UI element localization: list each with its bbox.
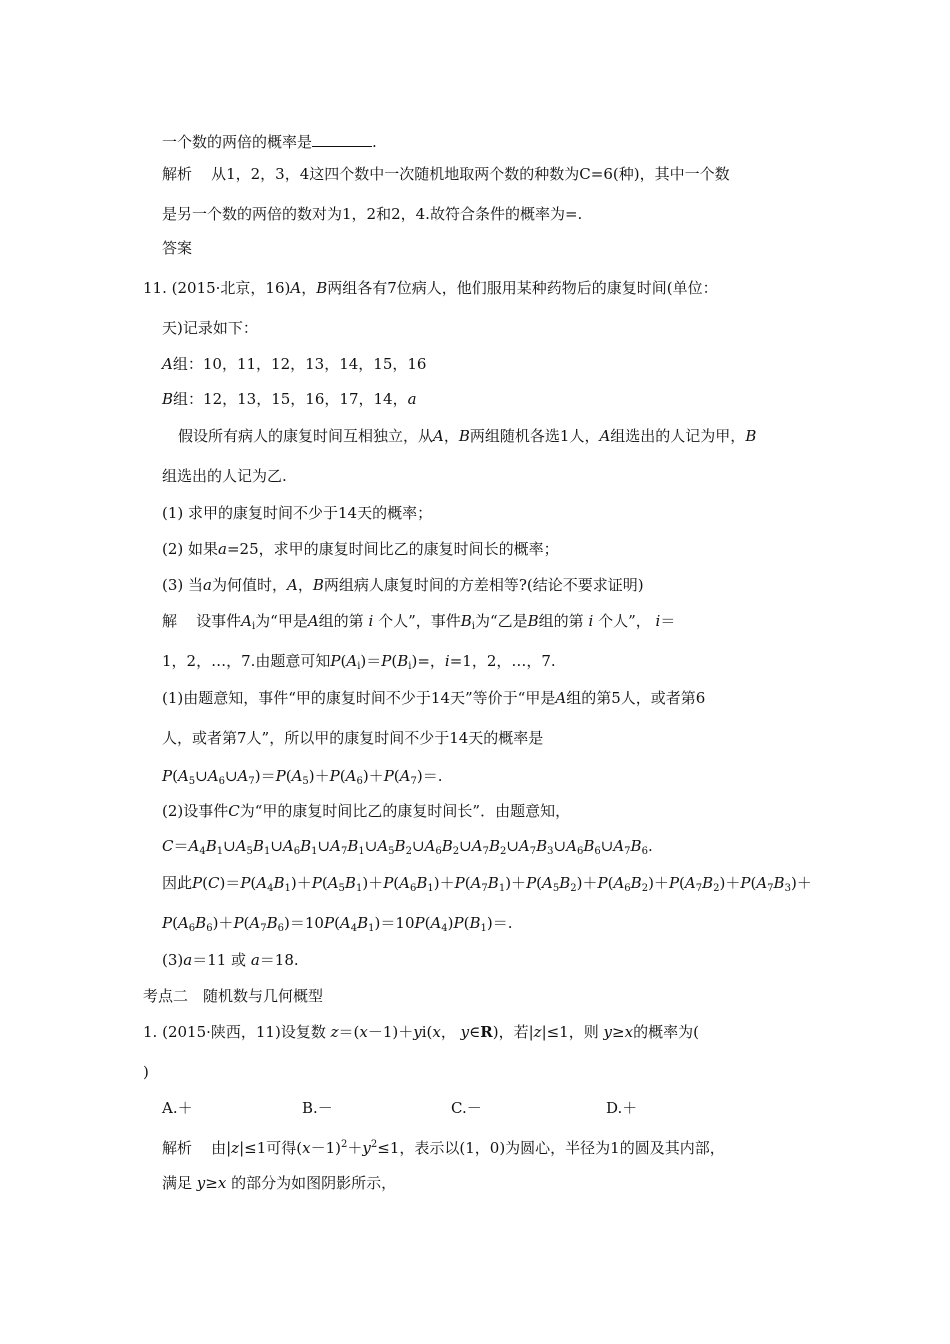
part-3: (3)a＝11 或 a＝18.	[162, 951, 299, 969]
prev-problem-end: .	[372, 133, 377, 151]
problem-stem: 设复数	[280, 1023, 326, 1041]
solution-text: 为“甲的康复时间比乙的康复时间长”．由题意知，	[239, 802, 571, 820]
assumption-text: 组选出的人记为乙.	[162, 467, 287, 485]
problem-1-analysis-1: 解析 由|z|≤1可得$(x-1)^2+y^2\le 1$，表示以(1，0)为圆心，半径为1的圆及其内部，	[162, 1139, 725, 1157]
analysis-text: 是另一个数的两倍的数对为1，2和2，4.故符合条件的概率为=.	[162, 205, 583, 223]
option-b: B.－	[302, 1099, 333, 1117]
solution-text: (1)由题意知，事件“甲的康复时间不少于14天”等价于“甲是	[162, 689, 556, 707]
solution-text: 组的第	[538, 612, 584, 630]
assumption-text: 组选出的人记为甲，	[610, 427, 746, 445]
problem-stem: 的概率为(	[633, 1023, 699, 1041]
part-2-line-1: (2)设事件C为“甲的康复时间比乙的康复时间长”．由题意知，	[162, 802, 571, 820]
solution-text: 为“乙是	[474, 612, 528, 630]
problem-11-stem-2	[162, 318, 258, 338]
problem-1-stem-close	[143, 1062, 149, 1082]
question-text: (1) 求甲的康复时间不少于14天的概率；	[162, 504, 433, 522]
prev-analysis-line-2	[162, 204, 582, 224]
part-1-formula: $P(A_5\cup A_6\cup A_7)=P(A_5)+P(A_6)+P(A_7)=$.	[162, 767, 443, 787]
group-b-values: 12，13，15，16，17，14，	[203, 390, 408, 408]
problem-1-stem: 1. (2015·陕西，11)设复数 z＝(x－1)＋yi(x， y∈R)，若|z|≤1，则 y≥x的概率为(	[143, 1023, 699, 1041]
part-2-prob-line-1: 因此$P(C)=P(A_4B_1)+P(A_5B_1)+P(A_6B_1)+P(A_7B_1)+P(A_5B_2)+P(A_6B_2)+P(A_7B_2)+P(A_7B_3)+$	[162, 874, 812, 894]
solution-text: 因此	[162, 874, 193, 892]
problem-1-analysis-2: 满足 y≥x 的部分为如图阴影所示，	[162, 1174, 397, 1192]
question-text: 为何值时，	[211, 576, 287, 594]
solution-text: 组的第	[318, 612, 364, 630]
analysis-text: 从1，2，3，4这四个数中一次随机地取两个数的种数为C=6(种)，其中一个数	[211, 165, 730, 183]
prev-problem-tail	[162, 132, 377, 152]
problem-11-stem-1: 11. (2015·北京，16)A，B两组各有7位病人，他们服用某种药物后的康复时间(单位：	[143, 279, 718, 297]
option-a: A.＋	[162, 1099, 193, 1117]
assumption-line-2	[162, 466, 287, 486]
analysis-label: 解析	[162, 165, 193, 183]
answer-label: 答案	[162, 239, 193, 257]
group-a-data: A组：10，11，12，13，14，15，16	[162, 355, 427, 373]
analysis-text: ，表示以(1，0)为圆心，半径为1的圆及其内部，	[399, 1139, 725, 1157]
answer-blank	[312, 132, 372, 147]
group-b-data: B组：12，13，15，16，17，14，a	[162, 390, 417, 408]
assumption-line-1: 假设所有病人的康复时间互相独立，从A，B两组随机各选1人，A组选出的人记为甲，B	[178, 427, 757, 445]
question-3: (3) 当a为何值时，A，B两组病人康复时间的方差相等?(结论不要求证明)	[162, 576, 644, 594]
solution-text: 1，2，…，7.由题意可知	[162, 652, 331, 670]
problem-stem: 天)记录如下：	[162, 319, 258, 337]
prev-analysis-line-1	[162, 164, 730, 184]
question-text: 两组病人康复时间的方差相等?(结论不要求证明)	[323, 576, 644, 594]
solution-text: 个人”，	[598, 612, 651, 630]
analysis-text: 可得	[266, 1139, 297, 1157]
part-1-line-1: (1)由题意知，事件“甲的康复时间不少于14天”等价于“甲是A组的第5人，或者第6	[162, 689, 706, 707]
group-a-values: 10，11，12，13，14，15，16	[202, 355, 427, 373]
problem-stem: ，则	[568, 1023, 599, 1041]
assumption-text: 两组随机各选1人，	[469, 427, 600, 445]
problem-stem: 两组各有7位病人，他们服用某种药物后的康复时间(单位：	[327, 279, 718, 297]
solution-text: 组的第5人，或者第6	[566, 689, 706, 707]
solution-text: =1，2，…，7.	[449, 652, 556, 670]
problem-source: (2015·北京，16)	[171, 279, 291, 297]
option-c: C.－	[451, 1099, 482, 1117]
section-title-text: 考点二 随机数与几何概型	[143, 987, 324, 1005]
question-2: (2) 如果a=25，求甲的康复时间比乙的康复时间长的概率；	[162, 540, 559, 558]
question-text: =25，求甲的康复时间比乙的康复时间长的概率；	[226, 540, 559, 558]
part-1-line-2	[162, 728, 543, 748]
solution-label: 解	[162, 612, 178, 630]
problem-number: 11.	[143, 279, 167, 297]
problem-stem: ，若	[498, 1023, 529, 1041]
solution-line-1: 解 设事件$A_i$为“甲是A组的第 i 个人”，事件$B_i$为“乙是B组的第 i 个人”， i＝	[162, 612, 676, 632]
analysis-text: 满足	[162, 1174, 193, 1192]
solution-text: (2)设事件	[162, 802, 229, 820]
analysis-text: 由	[211, 1139, 227, 1157]
solution-text: 设事件	[196, 612, 242, 630]
problem-number: 1.	[143, 1023, 158, 1041]
part-2-prob-line-2: $P(A_6B_6)+P(A_7B_6)=10P(A_4B_1)=10P(A_4)P(B_1)=$.	[162, 914, 513, 934]
analysis-label: 解析	[162, 1139, 193, 1157]
section-title	[143, 986, 323, 1006]
solution-text: 人，或者第7人”，所以甲的康复时间不少于14天的概率是	[162, 729, 544, 747]
question-1	[162, 503, 432, 523]
solution-text: 为“甲是	[255, 612, 308, 630]
analysis-text: 的部分为如图阴影所示，	[231, 1174, 397, 1192]
solution-text: (3)	[162, 951, 184, 969]
solution-line-2: 1，2，…，7.由题意可知$P(A_i)=P(B_i)=$，i=1，2，…，7.	[162, 652, 556, 672]
question-text: (2) 如果	[162, 540, 219, 558]
group-b-label: 组：	[173, 390, 204, 408]
solution-text: 个人”，事件	[378, 612, 461, 630]
option-d: D.＋	[606, 1099, 638, 1117]
prev-answer	[162, 238, 192, 258]
prev-problem-text: 一个数的两倍的概率是	[162, 133, 313, 151]
problem-stem: )	[143, 1063, 149, 1081]
group-a-label: 组：	[172, 355, 203, 373]
solution-text: =，	[417, 652, 445, 670]
assumption-text: 假设所有病人的康复时间互相独立，从	[178, 427, 434, 445]
problem-source: (2015·陕西，11)	[162, 1023, 281, 1041]
question-text: (3) 当	[162, 576, 204, 594]
part-2-event-formula: $C=A_4B_1\cup A_5B_1\cup A_6B_1\cup A_7B_1\cup A_5B_2\cup A_6B_2\cup A_7B_2\cup A_7B_3\cup A_6B_6\cup A_7B_6$.	[162, 837, 653, 857]
